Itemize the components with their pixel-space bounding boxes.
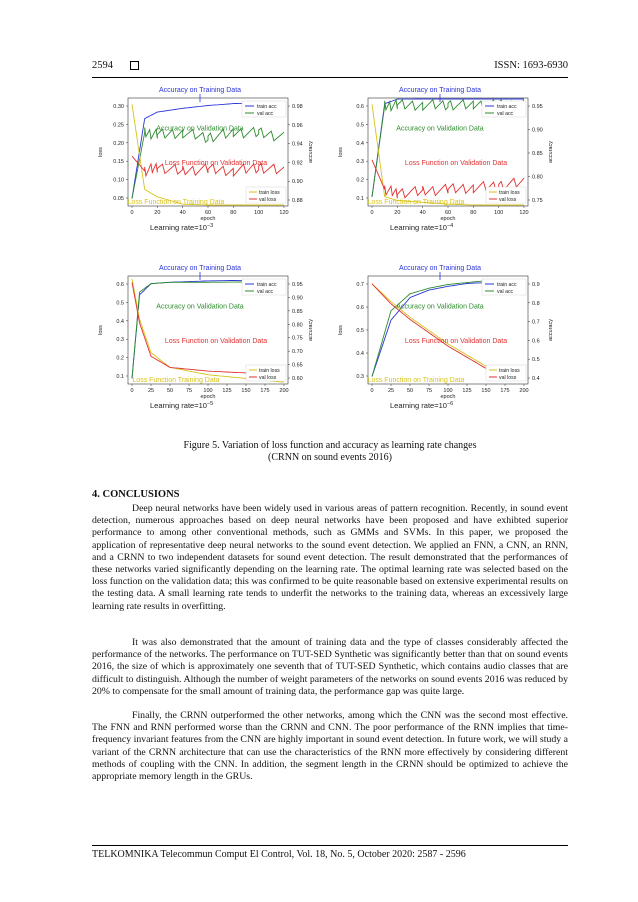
legend-loss <box>486 365 526 381</box>
x-tick-label: 100 <box>254 210 264 216</box>
legend-entry: train loss <box>259 190 280 196</box>
legend-loss <box>486 187 526 203</box>
learning-rate-base: Learning rate=10 <box>390 401 447 410</box>
x-tick-label: 50 <box>166 388 174 394</box>
running-header <box>92 60 568 76</box>
y-left-tick-label: 0.6 <box>116 282 124 288</box>
legend-entry: train acc <box>257 282 277 288</box>
chart-panel-lr5 <box>98 265 314 410</box>
x-tick-label: 40 <box>179 210 186 216</box>
paragraph-2: It was also demonstrated that the amount of training data and the type of classes considerably affected the performance of the networks. The performance on TUT-SED Synthetic was significantly better than that on sound events 2016, the size of which is approximately one seventh that of TUT-SED Synthetic, which contains audio classes that are difficult to distinguish. Although the number of weight parameters of the networks on sound events 2016 was reduced by 20% to compensate for the small amount of training data, the performance gap was quite large. <box>92 637 568 697</box>
footer-rule <box>92 845 568 846</box>
figure-5 <box>92 82 568 432</box>
y-right-tick-label: 0.65 <box>292 362 303 369</box>
learning-rate-exponent: −5 <box>206 401 214 407</box>
annotation-train-loss: Loss Function on Training Data <box>367 377 465 384</box>
y-right-axis-label: accuracy <box>548 140 554 164</box>
y-left-axis-label: loss <box>338 325 344 335</box>
y-left-axis-label: loss <box>98 147 104 157</box>
y-right-tick-label: 0.5 <box>532 357 540 364</box>
legend-accuracy <box>242 101 286 117</box>
y-right-axis-label: accuracy <box>548 318 554 342</box>
learning-rate-base: Learning rate=10 <box>390 223 447 232</box>
chart-panel-lr4 <box>338 87 554 232</box>
y-left-tick-label: 0.25 <box>113 122 124 129</box>
series-line-train-loss <box>372 284 524 378</box>
x-tick-label: 175 <box>500 388 510 394</box>
x-tick-label: 150 <box>241 388 251 394</box>
annotation-val-acc: Accuracy on Validation Data <box>396 303 484 311</box>
y-left-tick-label: 0.6 <box>356 104 364 110</box>
section-heading: 4. CONCLUSIONS <box>92 489 180 500</box>
learning-rate-exponent: −6 <box>446 401 454 407</box>
y-left-tick-label: 0.3 <box>116 337 124 344</box>
y-right-tick-label: 0.94 <box>292 141 303 148</box>
annotation-train-acc: Accuracy on Training Data <box>158 87 242 94</box>
y-right-axis-label: accuracy <box>308 140 314 164</box>
annotation-train-acc: Accuracy on Training Data <box>158 265 242 272</box>
learning-rate-exponent: −3 <box>206 223 214 229</box>
legend-entry: train loss <box>499 368 520 374</box>
legend-entry: train acc <box>497 104 517 110</box>
x-tick-label: 75 <box>185 388 193 394</box>
header-rule <box>92 77 568 78</box>
y-left-tick-label: 0.1 <box>356 196 364 202</box>
caption-line-1: Figure 5. Variation of loss function and accuracy as learning rate changes <box>183 440 477 451</box>
learning-rate-base: Learning rate=10 <box>150 401 207 410</box>
footer-journal: TELKOMNIKA Telecommun Comput El Control, Vol. 18, No. 5, October 2020: 2587 - 2596 <box>92 849 466 860</box>
page-number: 2594 <box>92 60 113 71</box>
learning-rate-label <box>150 223 213 232</box>
x-axis-label: epoch <box>200 394 216 400</box>
y-right-tick-label: 0.96 <box>292 122 303 129</box>
x-tick-label: 0 <box>130 388 134 394</box>
annotation-val-loss: Loss Function on Validation Data <box>404 337 508 345</box>
annotation-train-loss: Loss Function on Training Data <box>127 199 225 206</box>
annotation-val-acc: Accuracy on Validation Data <box>156 125 244 133</box>
x-tick-label: 100 <box>443 388 453 394</box>
y-right-tick-label: 0.75 <box>292 335 303 342</box>
y-right-tick-label: 0.85 <box>292 308 303 315</box>
x-tick-label: 20 <box>154 210 161 216</box>
legend-accuracy <box>242 279 286 295</box>
annotation-val-loss: Loss Function on Validation Data <box>164 159 268 167</box>
legend-entry: val loss <box>499 375 517 381</box>
y-right-tick-label: 0.4 <box>532 376 540 382</box>
legend-accuracy <box>482 279 526 295</box>
x-tick-label: 60 <box>444 210 452 216</box>
annotation-val-acc: Accuracy on Validation Data <box>396 125 484 133</box>
legend-entry: val loss <box>259 197 277 203</box>
y-left-tick-label: 0.3 <box>356 374 364 380</box>
y-left-tick-label: 0.4 <box>356 351 364 357</box>
learning-rate-exponent: −4 <box>446 223 454 229</box>
x-tick-label: 125 <box>462 388 472 394</box>
x-tick-label: 60 <box>204 210 212 216</box>
y-left-tick-label: 0.3 <box>356 159 364 166</box>
y-left-tick-label: 0.20 <box>113 140 124 147</box>
x-tick-label: 150 <box>481 388 491 394</box>
learning-rate-base: Learning rate=10 <box>150 223 207 232</box>
x-axis-label: epoch <box>440 394 456 400</box>
y-right-tick-label: 0.7 <box>532 319 540 326</box>
legend-entry: val loss <box>499 197 517 203</box>
checkbox-glyph-icon <box>130 61 139 70</box>
x-tick-label: 200 <box>519 388 529 394</box>
legend-entry: val acc <box>257 289 274 295</box>
y-right-tick-label: 0.80 <box>532 174 543 181</box>
series-line-val-acc <box>132 282 284 379</box>
y-right-tick-label: 0.92 <box>292 160 303 167</box>
y-left-tick-label: 0.2 <box>116 355 124 362</box>
y-right-tick-label: 0.90 <box>292 179 303 186</box>
y-right-tick-label: 0.8 <box>532 300 540 307</box>
y-left-tick-label: 0.6 <box>356 305 364 311</box>
y-right-tick-label: 0.60 <box>292 376 303 382</box>
x-tick-label: 120 <box>519 210 529 216</box>
x-tick-label: 0 <box>370 210 374 216</box>
learning-rate-label <box>150 401 213 410</box>
annotation-train-acc: Accuracy on Training Data <box>398 265 482 272</box>
issn: ISSN: 1693-6930 <box>494 60 568 71</box>
y-left-tick-label: 0.05 <box>113 196 124 202</box>
y-left-tick-label: 0.5 <box>116 300 124 307</box>
x-tick-label: 75 <box>425 388 433 394</box>
y-right-tick-label: 0.98 <box>292 104 303 110</box>
x-tick-label: 40 <box>419 210 426 216</box>
y-left-axis-label: loss <box>98 325 104 335</box>
paragraph-1: Deep neural networks have been widely used in various areas of pattern recognition. Recently, in sound event detection, numerous approaches based on deep neural networks have been proposed and have exhibted superior performance to among other conventional methods, such as GMMs and SVMs. In this paper, we proposed the application of representative deep neural networks to the sound event detection. We applied an FNN, a CNN, an RNN, and a CRNN to two independent datasets for sound event detection. The result demonstrated that the performances of these networks varied significantly depending on the learning rate. The optimal learning rate was selected based on the loss function on the validation data; this was confirmed to be quite reasonable based on extensive experimental results on the testing data. A small learning rate tends to underfit the networks to the training data, whereas an excessively large learning rate results in overfitting. <box>92 503 568 612</box>
legend-accuracy <box>482 101 526 117</box>
x-tick-label: 50 <box>406 388 414 394</box>
x-axis-label: epoch <box>200 216 216 222</box>
y-left-tick-label: 0.4 <box>356 140 364 147</box>
legend-loss <box>246 187 286 203</box>
x-tick-label: 25 <box>387 388 395 394</box>
legend-entry: train acc <box>257 104 277 110</box>
y-left-tick-label: 0.7 <box>356 282 364 288</box>
caption-line-2: (CRNN on sound events 2016) <box>268 452 392 463</box>
legend-entry: val acc <box>257 111 274 117</box>
x-tick-label: 0 <box>130 210 134 216</box>
x-tick-label: 80 <box>470 210 477 216</box>
y-right-tick-label: 0.88 <box>292 198 303 204</box>
y-right-tick-label: 0.80 <box>292 322 303 329</box>
legend-entry: val acc <box>497 289 514 295</box>
x-tick-label: 175 <box>260 388 270 394</box>
x-tick-label: 25 <box>147 388 155 394</box>
chart-panel-lr6 <box>338 265 554 410</box>
x-axis-label: epoch <box>440 216 456 222</box>
annotation-train-acc: Accuracy on Training Data <box>398 87 482 94</box>
x-tick-label: 125 <box>222 388 232 394</box>
y-right-tick-label: 0.95 <box>532 104 543 110</box>
y-right-tick-label: 0.90 <box>532 127 543 134</box>
y-left-tick-label: 0.2 <box>356 177 364 184</box>
series-line-val-loss <box>132 283 284 375</box>
y-right-tick-label: 0.95 <box>292 282 303 288</box>
y-left-tick-label: 0.10 <box>113 177 124 184</box>
x-tick-label: 100 <box>494 210 504 216</box>
y-left-tick-label: 0.5 <box>356 122 364 129</box>
y-left-tick-label: 0.1 <box>116 374 124 380</box>
x-tick-label: 0 <box>370 388 374 394</box>
x-tick-label: 20 <box>394 210 401 216</box>
legend-entry: train loss <box>499 190 520 196</box>
x-tick-label: 100 <box>203 388 213 394</box>
legend-entry: val acc <box>497 111 514 117</box>
annotation-val-loss: Loss Function on Validation Data <box>404 159 508 167</box>
legend-entry: train acc <box>497 282 517 288</box>
y-right-tick-label: 0.6 <box>532 338 540 345</box>
figure-caption <box>92 440 568 464</box>
y-right-tick-label: 0.90 <box>292 295 303 302</box>
x-tick-label: 80 <box>230 210 237 216</box>
annotation-val-loss: Loss Function on Validation Data <box>164 337 268 345</box>
y-right-tick-label: 0.9 <box>532 282 540 288</box>
chart-panel-lr3 <box>98 87 314 232</box>
legend-entry: train loss <box>259 368 280 374</box>
y-left-tick-label: 0.4 <box>116 318 124 325</box>
paragraph-3: Finally, the CRNN outperformed the other networks, among which the CNN was the second most effective. The FNN and RNN performed worse than the CRNN and CNN. The poor performance of the RNN implies that time-frequency invariant features from the CNN are highly important in sound event detection. In future work, we will study a variant of the CRNN architecture that can use the characteristics of the RNN more effectively by considering different methods of coupling with the CNN. In addition, the segment length in the CRNN should be optimized to achieve the appropriate memory length in the GRUs. <box>92 710 568 783</box>
annotation-train-loss: Loss Function Training Data <box>132 377 220 384</box>
x-tick-label: 200 <box>279 388 289 394</box>
y-right-tick-label: 0.75 <box>532 198 543 204</box>
y-left-tick-label: 0.5 <box>356 328 364 334</box>
legend-loss <box>246 365 286 381</box>
y-left-axis-label: loss <box>338 147 344 157</box>
y-right-axis-label: accuracy <box>308 318 314 342</box>
y-left-tick-label: 0.15 <box>113 159 124 166</box>
y-left-tick-label: 0.30 <box>113 104 124 110</box>
y-right-tick-label: 0.85 <box>532 151 543 157</box>
legend-entry: val loss <box>259 375 277 381</box>
annotation-train-loss: Loss Function on Training Data <box>367 199 465 206</box>
learning-rate-label <box>390 401 453 410</box>
y-right-tick-label: 0.70 <box>292 349 303 356</box>
x-tick-label: 120 <box>279 210 289 216</box>
annotation-val-acc: Accuracy on Validation Data <box>156 303 244 311</box>
learning-rate-label <box>390 223 453 232</box>
